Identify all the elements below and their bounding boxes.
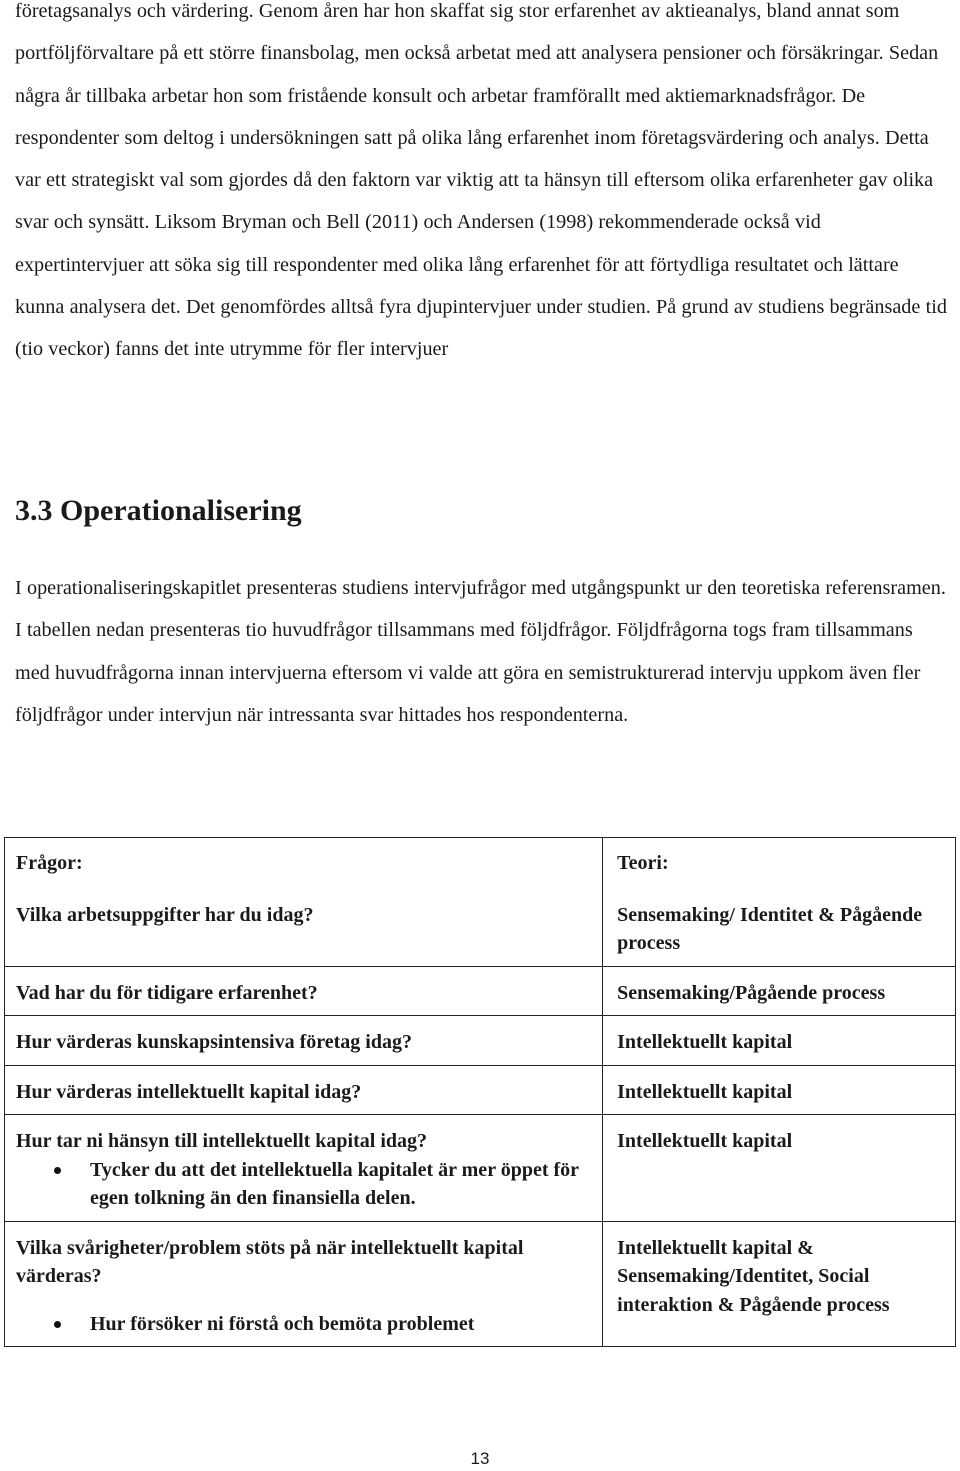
theory-cell: Intellektuellt kapital: [603, 1016, 956, 1066]
question-text: Vilka svårigheter/problem stöts på när intellektuellt kapital värderas?: [16, 1236, 524, 1287]
body-paragraph-operationalisation: I operationaliseringskapitlet presenteras studiens intervjufrågor med utgångspunkt ur den teoretiska referensramen. I tabellen nedan presenteras tio huvudfrågor tillsammans med följdfrågor. Följdfrågorna togs fram tillsammans med huvudfrågorna innan intervjuerna eftersom vi valde att göra en semistrukturerad intervju uppkom även fler följdfrågor under intervjun när intressanta svar hittades hos respondenterna.: [15, 577, 946, 726]
question-cell: [5, 1221, 603, 1347]
table-row: [5, 966, 956, 1016]
body-paragraph-respondents: företagsanalys och värdering. Genom åren har hon skaffat sig stor erfarenhet av aktieanalys, bland annat som portföljförvaltare på ett större finansbolag, men också arbetat med att analysera pensioner och försäkringar. Sedan några år tillbaka arbetar hon som fristående konsult och arbetar framförallt med aktiemarknadsfrågor. De respondenter som deltog i undersökningen satt på olika lång erfarenhet inom företagsvärdering och analys. Detta var ett strategiskt val som gjordes då den faktorn var viktig att ta hänsyn till eftersom olika erfarenheter gav olika svar och synsätt. Liksom Bryman och Bell (2011) och Andersen (1998) rekommenderade också vid expertintervjuer att söka sig till respondenter med olika lång erfarenhet för att förtydliga resultatet och lättare kunna analysera det. Det genomfördes alltså fyra djupintervjuer under studien. På grund av studiens begränsade tid (tio veckor) fanns det inte utrymme för fler intervjuer: [15, 0, 947, 361]
theory-cell: Intellektuellt kapital: [603, 1115, 956, 1222]
question-cell: Vad har du för tidigare erfarenhet?: [5, 966, 603, 1016]
header-theory: Teori:: [603, 838, 956, 889]
table-header-row: [5, 838, 956, 889]
theory-cell: Sensemaking/ Identitet & Pågående process: [603, 889, 956, 967]
question-cell: Hur värderas intellektuellt kapital idag?: [5, 1065, 603, 1115]
question-cell: Hur värderas kunskapsintensiva företag idag?: [5, 1016, 603, 1066]
question-cell: [5, 1115, 603, 1222]
followup-item: Hur försöker ni förstå och bemöta problemet: [90, 1310, 592, 1339]
header-questions: Frågor:: [5, 838, 603, 889]
theory-cell: Sensemaking/Pågående process: [603, 966, 956, 1016]
page-number: 13: [470, 1449, 490, 1468]
followup-item: Tycker du att det intellektuella kapitalet är mer öppet för egen tolkning än den finansiella delen.: [90, 1156, 592, 1213]
interview-questions-table: [4, 837, 956, 1347]
table-row: [5, 1016, 956, 1066]
question-cell: Vilka arbetsuppgifter har du idag?: [5, 889, 603, 967]
table-row: [5, 1221, 956, 1347]
followup-list: [16, 1156, 592, 1213]
theory-cell: Intellektuellt kapital: [603, 1065, 956, 1115]
table-row: [5, 1115, 956, 1222]
section-heading: 3.3 Operationalisering: [15, 494, 302, 527]
table-row: [5, 889, 956, 967]
theory-cell: Intellektuellt kapital & Sensemaking/Identitet, Social interaktion & Pågående process: [603, 1221, 956, 1347]
table-row: [5, 1065, 956, 1115]
followup-list: [16, 1310, 592, 1339]
question-text: Hur tar ni hänsyn till intellektuellt kapital idag?: [16, 1130, 427, 1152]
